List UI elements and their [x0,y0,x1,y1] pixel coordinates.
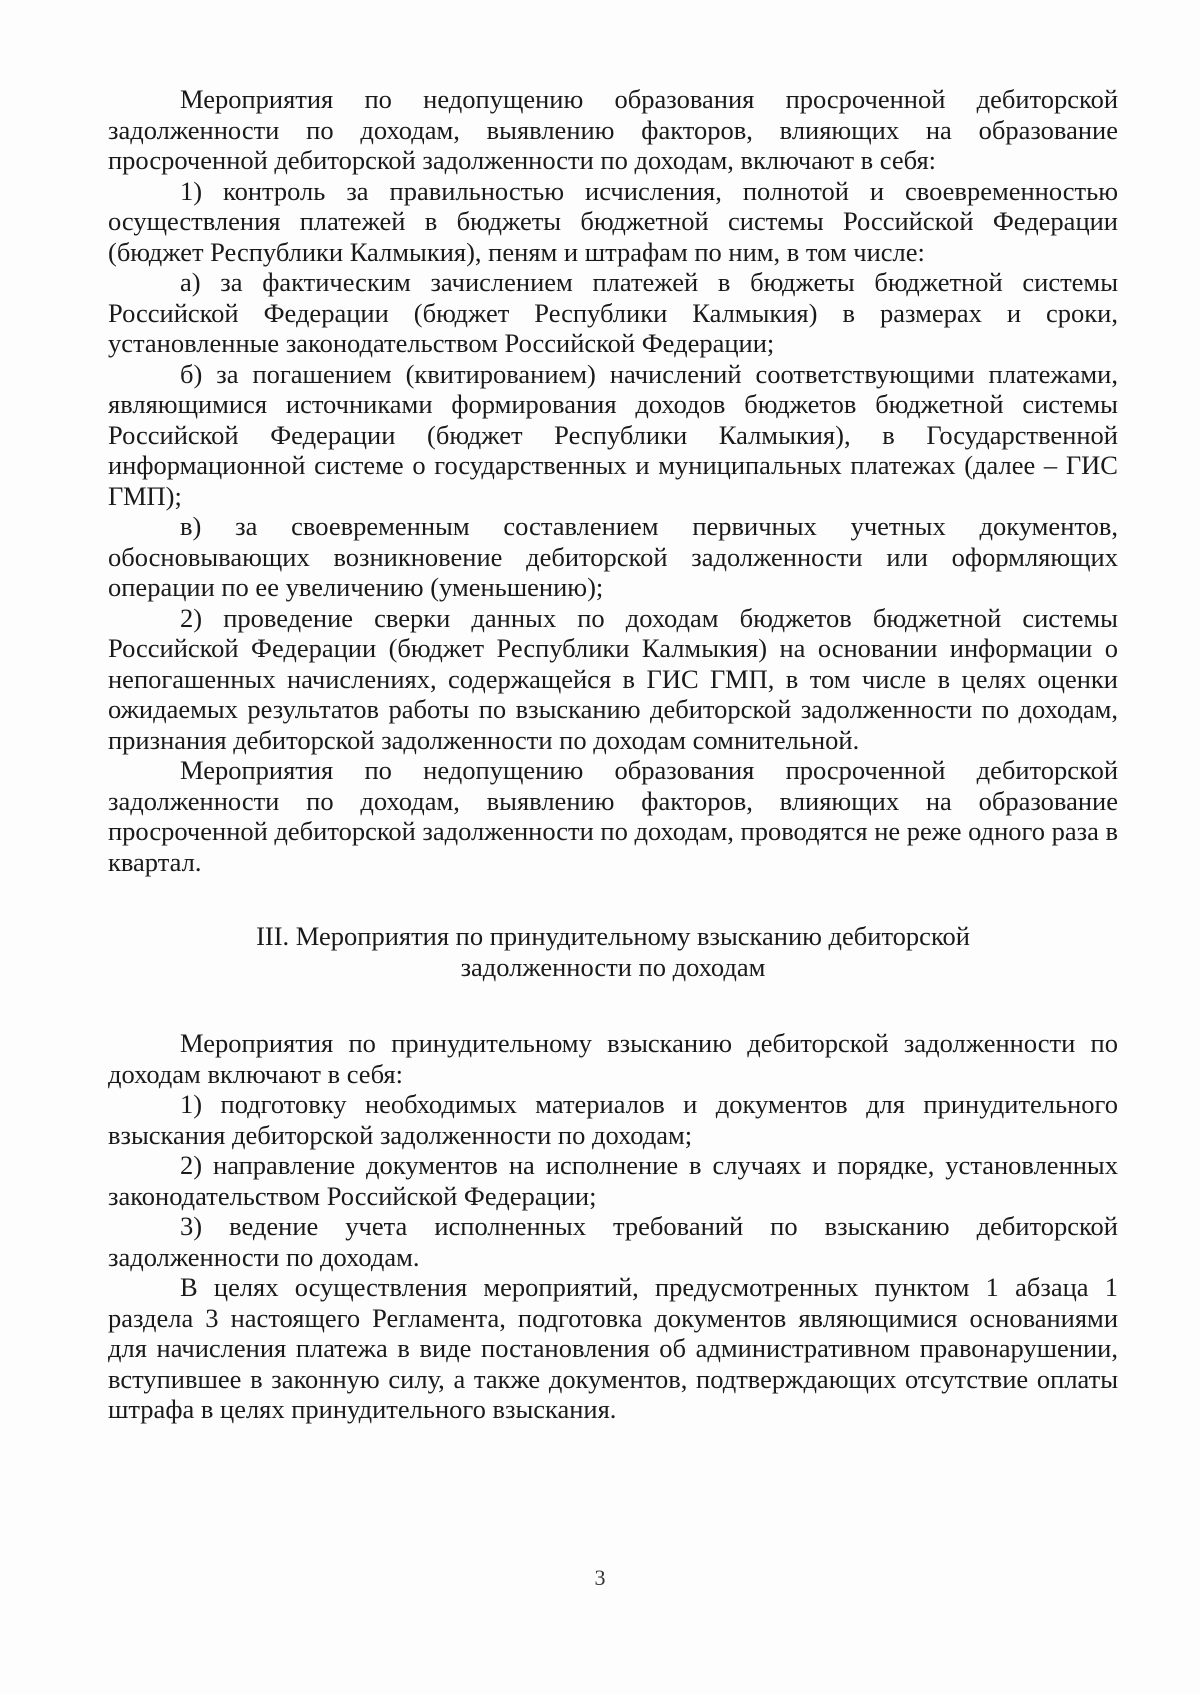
paragraph-item-1a: а) за фактическим зачислением платежей в бюджеты бюджетной системы Российской Федерации (бюджет Республики Калмыкия) в размерах и сроки, установленные законодательством Российской Федерации; [108,267,1118,358]
paragraph-measures-frequency: Мероприятия по недопущению образования просроченной дебиторской задолженности по доходам, выявлению факторов, влияющих на образование просроченной дебиторской задолженности по доходам, проводятся не реже одного раза в квартал. [108,755,1118,877]
paragraph-enforcement-item-1: 1) подготовку необходимых материалов и документов для принудительного взыскания дебиторской задолженности по доходам; [108,1089,1118,1150]
paragraph-enforcement-item-2: 2) направление документов на исполнение в случаях и порядке, установленных законодательством Российской Федерации; [108,1150,1118,1211]
paragraph-enforcement-item-3: 3) ведение учета исполненных требований по взысканию дебиторской задолженности по доходам. [108,1211,1118,1272]
paragraph-item-2: 2) проведение сверки данных по доходам бюджетов бюджетной системы Российской Федерации (бюджет Республики Калмыкия) на основании информации о непогашенных начислениях, содержащейся в ГИС ГМП, в том числе в целях оценки ожидаемых результатов работы по взысканию дебиторской задолженности по доходам, признания дебиторской задолженности по доходам сомнительной. [108,602,1118,755]
section-heading-line-1: III. Мероприятия по принудительному взысканию дебиторской [256,921,970,951]
section-heading [108,921,1118,982]
paragraph-enforcement-purpose: В целях осуществления мероприятий, предусмотренных пунктом 1 абзаца 1 раздела 3 настоящего Регламента, подготовка документов являющимися основаниями для начисления платежа в виде постановления об административном правонарушении, вступившее в законную силу, а также документов, подтверждающих отсутствие оплаты штрафа в целях принудительного взыскания. [108,1272,1118,1424]
paragraph-item-1b: б) за погашением (квитированием) начислений соответствующими платежами, являющимися источниками формирования доходов бюджетов бюджетной системы Российской Федерации (бюджет Республики Калмыкия), в Государственной информационной системе о государственных и муниципальных платежах (далее – ГИС ГМП); [108,358,1118,511]
paragraph-measures-intro: Мероприятия по недопущению образования просроченной дебиторской задолженности по доходам, выявлению факторов, влияющих на образование просроченной дебиторской задолженности по доходам, включают в себя: [108,84,1118,175]
section-heading-line-2: задолженности по доходам [460,951,766,982]
paragraph-enforcement-intro: Мероприятия по принудительному взысканию дебиторской задолженности по доходам включают в себя: [108,1028,1118,1089]
page-number: 3 [594,1565,606,1590]
paragraph-item-1: 1) контроль за правильностью исчисления, полнотой и своевременностью осуществления платежей в бюджеты бюджетной системы Российской Федерации (бюджет Республики Калмыкия), пеням и штрафам по ним, в том числе: [108,175,1118,267]
paragraph-item-1c: в) за своевременным составлением первичных учетных документов, обосновывающих возникновение дебиторской задолженности или оформляющих операции по ее увеличению (уменьшению); [108,511,1118,602]
document-body [108,84,1118,1425]
